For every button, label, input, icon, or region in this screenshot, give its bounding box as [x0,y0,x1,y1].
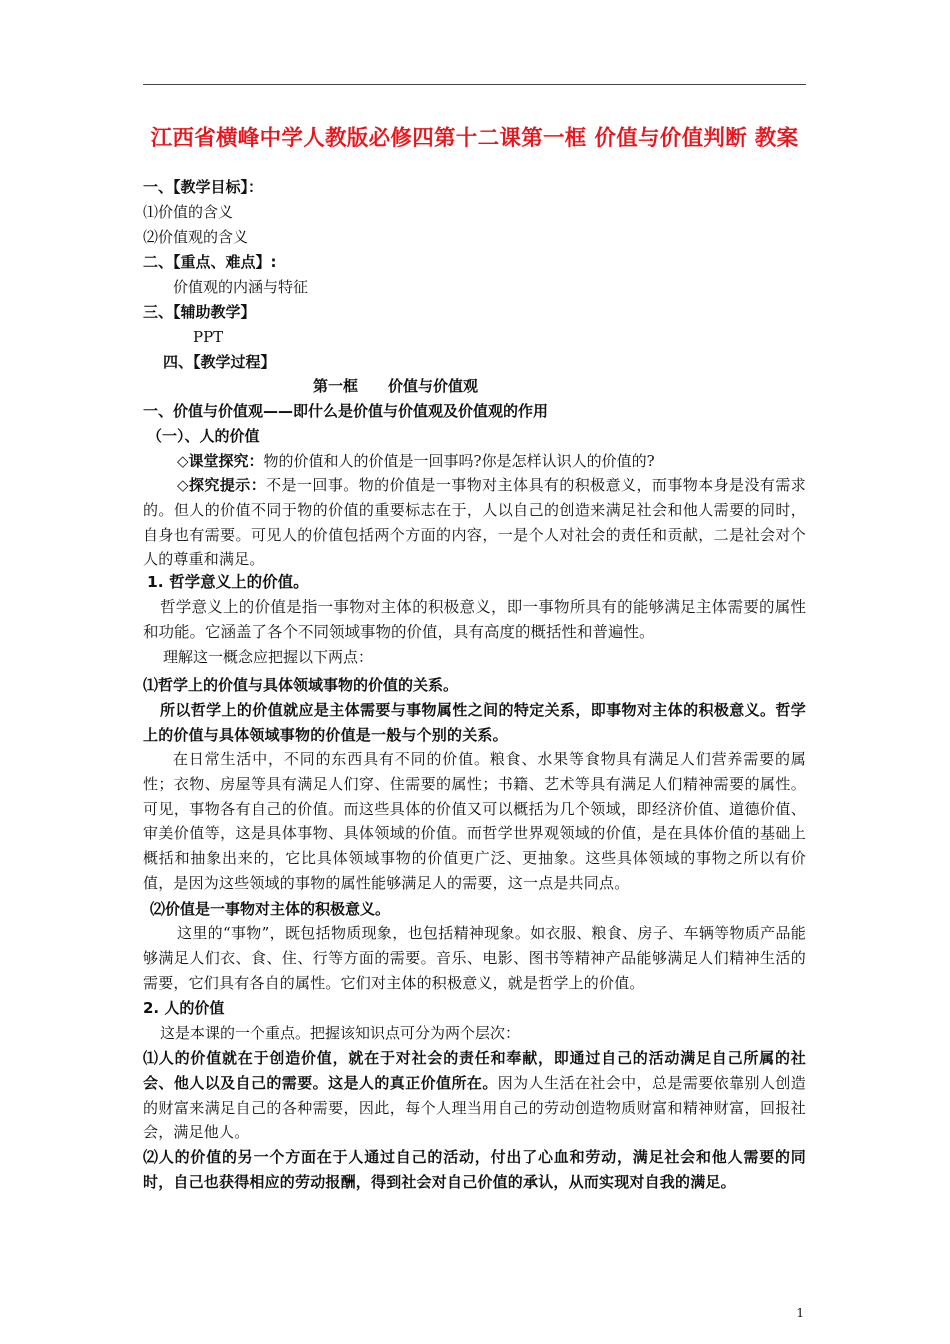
heading-teaching-aid: 三、【辅助教学】 [143,303,256,321]
frame-title: 第一框 价值与价值观 [313,377,479,395]
heading-teaching-process: 四、【教学过程】 [163,353,276,371]
goal-item-1: ⑴价值的含义 [143,203,234,221]
hint-label: ◇探究提示： [177,476,267,494]
philosophical-value-definition: 哲学意义上的价值是指一事物对主体的积极意义，即一事物所具有的能够满足主体需要的属性和功能。它涵盖了各个不同领域事物的价值，具有高度的概括性和普遍性。 [143,598,806,641]
point-philosophical-value-title: 1. 哲学意义上的价值。 [147,573,309,591]
level-1-paragraph [143,1046,806,1145]
point-2-detail: 这里的“事物”，既包括物质现象，也包括精神现象。如衣服、粮食、房子、车辆等物质产品能够满足人们衣、食、住、行等方面的需要。音乐、电影、图书等精神产品能够满足人们精神生活的需要，它们具有各自的属性。它们对主体的积极意义，就是哲学上的价值。 [143,924,806,992]
page-number: 1 [796,1306,804,1320]
teaching-aid-text: PPT [193,328,224,346]
heading-key-points: 二、【重点、难点】: [143,253,277,271]
point-1-heading: ⑴哲学上的价值与具体领域事物的价值的关系。 [143,676,459,694]
understanding-note: 理解这一概念应把握以下两点： [163,648,374,666]
point-1-summary: 所以哲学上的价值就应是主体需要与事物属性之间的特定关系，即事物对主体的积极意义。哲学上的价值与具体领域事物的价值是一般与个别的关系。 [143,701,806,744]
classroom-explore [177,449,655,473]
level-2-paragraph: ⑵人的价值的另一个方面在于人通过自己的活动，付出了心血和劳动，满足社会和他人需要的同时，自己也获得相应的劳动报酬，得到社会对自己价值的承认，从而实现对自我的满足。 [143,1148,806,1191]
heading-teaching-goals: 一、【教学目标】： [143,178,264,196]
explore-text: 物的价值和人的价值是一回事吗?你是怎样认识人的价值的? [263,452,655,470]
subsection-heading-human-value: （一）、人的价值 [147,427,260,445]
key-point-text: 价值观的内涵与特征 [173,278,309,296]
goal-item-2: ⑵价值观的含义 [143,228,249,246]
point-human-value-title: 2. 人的价值 [143,999,225,1017]
document-title: 江西省横峰中学人教版必修四第十二课第一框 价值与价值判断 教案 [150,126,799,151]
section-heading-1: 一、价值与价值观——即什么是价值与价值观及价值观的作用 [143,402,549,420]
explore-label: ◇课堂探究： [177,452,264,470]
point-1-detail: 在日常生活中，不同的东西具有不同的价值。粮食、水果等食物具有满足人们营养需要的属性；衣物、房屋等具有满足人们穿、住需要的属性；书籍、艺术等具有满足人们精神需要的属性。可见，事物各有自己的价值。而这些具体的价值又可以概括为几个领域，即经济价值、道德价值、审美价值等，这是具体事物、具体领域的价值。而哲学世界观领域的价值，是在具体价值的基础上概括和抽象出来的，它比具体领域事物的价值更广泛、更抽象。这些具体领域的事物之所以有价值，是因为这些领域的事物的属性能够满足人的需要，这一点是共同点。 [143,750,806,892]
level-1-text: 因为人生活在社会中，总是需要依靠别人创造的财富来满足自己的各种需要，因此，每个人理当用自己的劳动创造物质财富和精神财富，回报社会，满足他人。 [143,1073,806,1142]
point-2-heading: ⑵价值是一事物对主体的积极意义。 [150,900,391,918]
level-1-bold: ⑴人的价值就在于创造价值，就在于对社会的责任和奉献，即通过自己的活动满足自己所属的社会、他人以及自己的需要。这是人的真正价值所在。 [143,1049,806,1092]
hint-text: 不是一回事。物的价值是一事物对主体具有的积极意义，而事物本身是没有需求的。但人的价值不同于物的价值的重要标志在于，人以自己的创造来满足社会和他人需要的同时，自身也有需要。可见人的价值包括两个方面的内容，一是个人对社会的责任和贡献，二是社会对个人的尊重和满足。 [143,476,806,569]
explore-hint-paragraph [143,473,806,572]
header-rule [143,84,806,85]
human-value-intro: 这是本课的一个重点。把握该知识点可分为两个层次： [160,1024,521,1042]
